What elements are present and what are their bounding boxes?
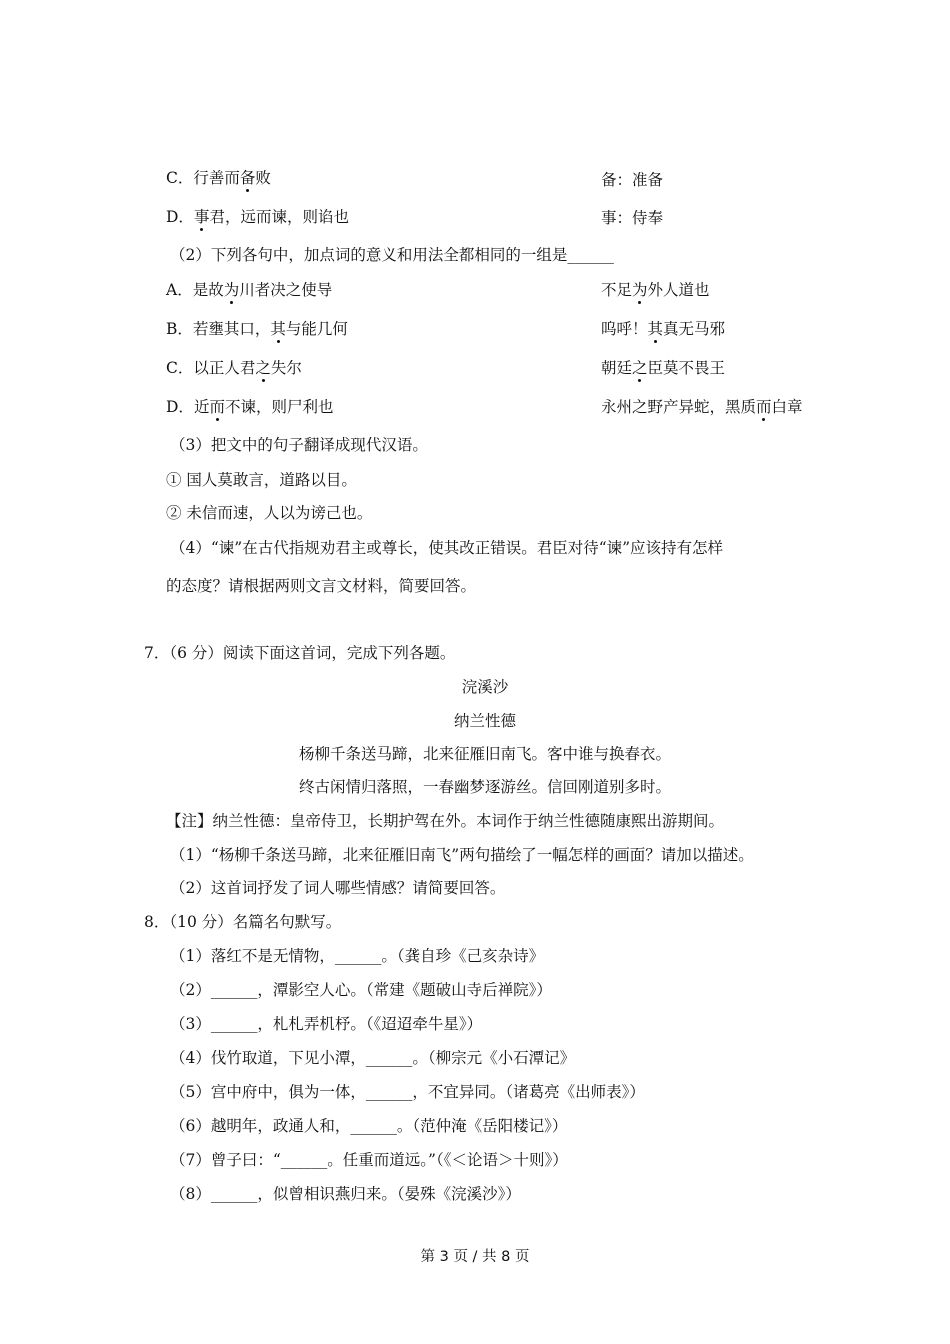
q6-sub2-option-c xyxy=(166,358,726,378)
dotted-char: 之 xyxy=(255,359,271,377)
option-text: 不谏，则尸利也 xyxy=(224,398,334,416)
option-text: 失尔 xyxy=(270,359,302,377)
option-text: 若壅其口， xyxy=(192,320,271,338)
q7-heading: 7．（6 分）阅读下面这首词，完成下列各题。 xyxy=(144,644,456,662)
option-gloss: 备：准备 xyxy=(601,171,664,189)
option-label: D． xyxy=(166,208,194,226)
dotted-char: 之 xyxy=(632,359,648,377)
option-label: D． xyxy=(166,398,194,416)
poem-author: 纳兰性德 xyxy=(453,712,516,730)
option-text: 是故 xyxy=(192,281,224,299)
q8-item: （4）伐竹取道，下见小潭，______。（柳宗元《小石潭记》 xyxy=(170,1049,576,1067)
q7-sub1: （1）“杨柳千条送马蹄，北来征雁旧南飞”两句描绘了一幅怎样的画面？请加以描述。 xyxy=(170,846,754,864)
option-text: 川者决之使导 xyxy=(239,281,333,299)
page-footer: 第 3 页 / 共 8 页 xyxy=(420,1249,530,1265)
poem-note: 【注】纳兰性德：皇帝侍卫，长期护驾在外。本词作于纳兰性德随康熙出游期间。 xyxy=(166,812,725,830)
q8-item: （6）越明年，政通人和，______。（范仲淹《岳阳楼记》） xyxy=(170,1117,568,1135)
q6-option-d xyxy=(166,207,664,227)
dotted-char: 其 xyxy=(647,320,664,338)
option-label: C． xyxy=(166,169,194,187)
option-label: A． xyxy=(166,281,193,299)
q8-item: （8）______，似曾相识燕归来。（晏殊《浣溪沙》） xyxy=(170,1185,521,1203)
q6-translate-2: ② 未信而速，人以为谤己也。 xyxy=(166,504,373,522)
poem-line-2: 终古闲情归落照，一春幽梦逐游丝。信回刚道别多时。 xyxy=(298,778,671,796)
option-text: 君，远而谏，则谄也 xyxy=(209,208,349,226)
dotted-char: 备 xyxy=(239,169,256,187)
poem-line-1: 杨柳千条送马蹄，北来征雁旧南飞。客中谁与换春衣。 xyxy=(298,745,671,763)
q8-item: （3）______，札札弄机杼。（《迢迢牵牛星》） xyxy=(170,1015,483,1033)
option-text: 以正人君 xyxy=(193,359,256,377)
option-gloss: 事：侍奉 xyxy=(601,209,664,227)
option-text: 近 xyxy=(193,398,210,416)
option-text: 败 xyxy=(255,169,271,187)
q8-item: （5）宫中府中，俱为一体，______，不宜异同。（诸葛亮《出师表》） xyxy=(170,1083,645,1101)
dotted-char: 为 xyxy=(223,281,240,299)
poem-title: 浣溪沙 xyxy=(461,678,509,696)
q6-sub3: （3）把文中的句子翻译成现代汉语。 xyxy=(170,436,428,454)
option-compare: 永州之野产异蛇，黑质而白章 xyxy=(601,398,803,416)
option-label: B． xyxy=(166,320,193,338)
option-compare: 朝廷之臣莫不畏王 xyxy=(601,359,726,377)
option-text: 行善而 xyxy=(193,169,240,187)
q6-sub2-option-d xyxy=(166,397,803,417)
q6-sub4-line2: 的态度？请根据两则文言文材料，简要回答。 xyxy=(166,577,477,595)
option-compare: 不足为外人道也 xyxy=(601,281,710,299)
q8-item: （7）曾子曰：“______。任重而道远。”（《＜论语＞十则》） xyxy=(170,1151,568,1169)
dotted-char: 其 xyxy=(270,320,286,338)
q6-option-c xyxy=(166,168,664,189)
q6-sub2-option-a xyxy=(166,280,710,300)
option-text: 与能几何 xyxy=(285,320,348,338)
dotted-char: 而 xyxy=(209,398,225,416)
q8-item: （1）落红不是无情物，______。（龚自珍《己亥杂诗》 xyxy=(170,947,545,965)
q6-sub2: （2）下列各句中，加点词的意义和用法全都相同的一组是______ xyxy=(170,246,614,264)
q7-sub2: （2）这首词抒发了词人哪些情感？请简要回答。 xyxy=(170,879,506,897)
q8-item: （2）______，潭影空人心。（常建《题破山寺后禅院》） xyxy=(170,981,552,999)
dotted-char: 为 xyxy=(632,281,648,299)
option-label: C． xyxy=(166,359,194,377)
q6-sub4-line1: （4）“谏”在古代指规劝君主或尊长，使其改正错误。君臣对待“谏”应该持有怎样 xyxy=(170,539,724,557)
q8-heading: 8．（10 分）名篇名句默写。 xyxy=(144,913,342,931)
dotted-char: 事 xyxy=(193,208,210,226)
q6-translate-1: ① 国人莫敢言，道路以目。 xyxy=(166,471,357,489)
option-compare: 呜呼！其真无马邪 xyxy=(601,320,726,338)
q6-sub2-option-b xyxy=(166,319,726,339)
dotted-char: 而 xyxy=(756,398,772,416)
